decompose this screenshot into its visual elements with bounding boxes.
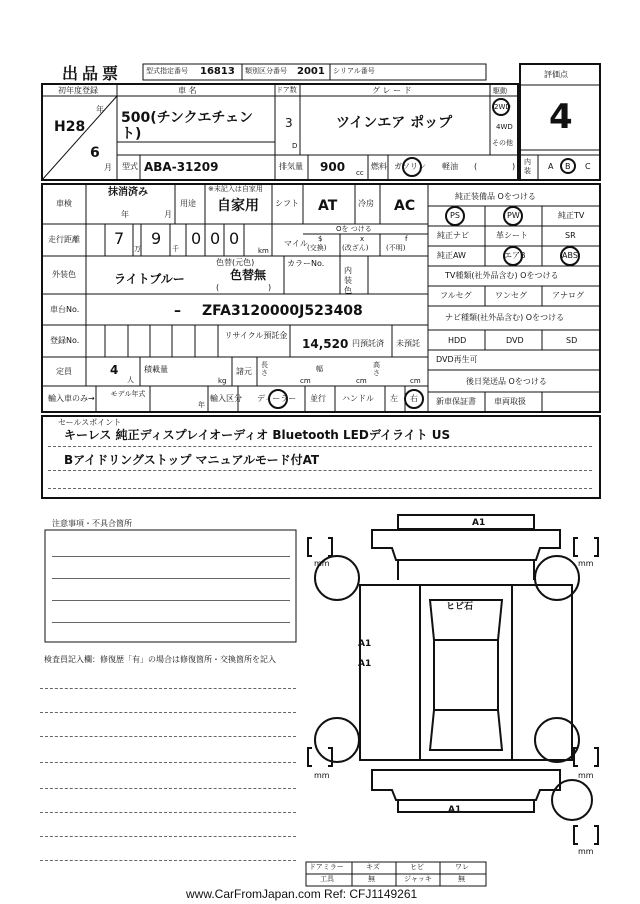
model-type-label: 型式 (122, 162, 138, 171)
navi-hdd[interactable]: HDD (448, 336, 467, 345)
dimensions-label: 諸元 (236, 367, 252, 376)
inspection-value: 抹消済み (108, 187, 148, 198)
capacity-label: 定員 (56, 367, 72, 376)
mileage-circle-note: Oを つける (336, 225, 372, 233)
interior-label: 内装 (524, 158, 531, 175)
color-no-label: カラーNo. (287, 259, 325, 268)
model-year-unit: 年 (198, 401, 205, 409)
load-unit: kg (218, 377, 227, 385)
sales-label: セールスポイント (58, 418, 122, 427)
mileage-digit-1: 7 (114, 229, 125, 248)
mark-rear: A1 (448, 805, 462, 815)
import-category-label: 輸入区分 (210, 394, 242, 403)
model-designation-label: 型式指定番号 (146, 67, 188, 75)
tv-title: TV種類(社外品含む) Oをつける (445, 271, 559, 280)
inspection-month-unit: 月 (164, 210, 172, 219)
navi-sd[interactable]: SD (566, 336, 578, 345)
fuel-option-diesel[interactable]: 軽油 (442, 162, 458, 171)
mark-front: A1 (472, 518, 486, 528)
mm-label-spare: mm (578, 847, 594, 856)
mark-left-1: A1 (358, 639, 372, 649)
fuel-close-paren: ) (512, 162, 516, 171)
handle-left[interactable]: 左 (390, 394, 398, 403)
category-label: 類別区分番号 (245, 67, 287, 75)
equip-sr[interactable]: SR (565, 231, 576, 240)
recycle-value: 14,520 (302, 337, 349, 351)
legend-tools: 工具 (320, 875, 334, 883)
rating-value: 4 (549, 97, 573, 137)
legend-jack-value: 無 (458, 875, 465, 883)
recycle-label: リサイクル預託金 (224, 331, 288, 340)
navi-title: ナビ種類(社外品含む) Oをつける (445, 313, 565, 322)
mileage-digit-4: 0 (210, 229, 221, 248)
import-dealer[interactable]: ディーラー (257, 394, 297, 403)
usage-label: 用途 (180, 199, 196, 208)
dimensions-height-unit: cm (410, 377, 421, 385)
recycle-unit: 円預託済 (352, 339, 384, 348)
shift-label: シフト (275, 199, 299, 208)
mile-label: マイル (284, 239, 308, 248)
rating-label: 評価点 (544, 70, 568, 79)
equip-abs[interactable]: ABS (562, 251, 578, 260)
dimensions-width-unit: cm (356, 377, 367, 385)
equipment-title: 純正装備品 Oをつける (455, 192, 536, 201)
mileage-man: 万 (134, 245, 141, 253)
mileage-opt2: (改ざん) (342, 244, 369, 252)
mileage-opt3-symbol: f (405, 235, 408, 243)
inspection-year-unit: 年 (121, 210, 129, 219)
registration-label: 登録No. (50, 336, 80, 345)
mileage-digit-2: 9 (151, 229, 162, 248)
dimensions-length: 長さ (261, 361, 268, 377)
dimensions-length-unit: cm (300, 377, 311, 385)
mileage-opt3: (不明) (386, 244, 406, 252)
car-diagram (308, 515, 598, 844)
recycle-pending: 未預託 (396, 339, 420, 348)
fuel-option-gasoline[interactable]: ガソリン (394, 162, 426, 171)
grade-value: ツインエア ポップ (336, 115, 453, 131)
dimensions-height: 高さ (373, 361, 380, 377)
drive-option-2wd[interactable]: 2WD (494, 103, 511, 111)
mileage-label: 走行距離 (48, 235, 80, 244)
equip-airbag[interactable]: エアB (504, 251, 526, 260)
chassis-label: 車台No. (50, 305, 80, 314)
usage-value: 自家用 (217, 198, 259, 214)
mileage-opt2-symbol: x (360, 235, 365, 243)
equip-navi[interactable]: 純正ナビ (437, 231, 469, 240)
chassis-value: ZFA3120000J523408 (202, 303, 363, 319)
tv-oneseg[interactable]: ワンセグ (495, 291, 527, 300)
mileage-sen: 千 (172, 245, 179, 253)
mileage-opt1-symbol: $ (318, 235, 323, 243)
mm-label-rr: mm (578, 771, 594, 780)
mileage-unit: km (258, 247, 269, 255)
first-reg-label: 初年度登録 (58, 86, 98, 95)
legend-mirror: ドアミラー (309, 863, 344, 871)
exterior-label: 外装色 (52, 270, 76, 279)
sales-line-2: Bアイドリングストップ マニュアルモード付AT (64, 453, 320, 467)
form-title: 出品票 (62, 64, 123, 83)
import-label: 輸入車のみ→ (48, 394, 95, 403)
interior-option-b[interactable]: B (565, 162, 571, 171)
dvd-playback-label[interactable]: DVD再生可 (436, 355, 478, 364)
dimensions-width: 幅 (316, 365, 323, 373)
drive-option-4wd[interactable]: 4WD (496, 123, 513, 131)
doors-value: 3 (285, 116, 293, 130)
exterior-paren-open: ( (216, 283, 220, 292)
interior-option-a[interactable]: A (548, 162, 554, 171)
load-label: 積載量 (144, 365, 168, 374)
car-name-value: 500(チンクエチェント) (121, 110, 253, 142)
watermark: www.CarFromJapan.com Ref: CFJ1149261 (186, 887, 418, 901)
sales-line-1: キーレス 純正ディスプレイオーディオ Bluetooth LEDデイライト US (64, 428, 451, 442)
model-designation-value: 16813 (200, 66, 235, 77)
first-reg-era: H28 (54, 119, 86, 135)
legend-crack: ヒビ (410, 863, 424, 871)
grade-label: グ レ ー ド (372, 86, 412, 95)
serial-label: シリアル番号 (333, 67, 375, 75)
doors-label: ドア数 (276, 86, 297, 94)
doors-suffix: D (292, 142, 298, 150)
legend-scratch: キズ (366, 863, 380, 871)
handle-right[interactable]: 右 (410, 394, 418, 403)
capacity-value: 4 (110, 363, 119, 377)
equip-aw[interactable]: 純正AW (437, 251, 466, 260)
interior-color-label: 内装色 (344, 266, 352, 295)
displacement-label: 排気量 (279, 162, 303, 171)
fuel-option-other[interactable]: ( (474, 162, 478, 171)
equip-ps[interactable]: PS (450, 211, 460, 220)
usage-note: ※未記入は自家用 (208, 185, 263, 193)
first-reg-month-unit: 月 (104, 163, 112, 172)
cooling-label: 冷房 (358, 199, 374, 208)
equip-tv[interactable]: 純正TV (558, 211, 585, 220)
fuel-label: 燃料 (371, 162, 387, 171)
legend-jack: ジャッキ (404, 875, 432, 883)
cooling-value: AC (394, 198, 416, 214)
after-warranty[interactable]: 新車保証書 (436, 397, 476, 406)
handle-label: ハンドル (342, 394, 374, 403)
legend-break: ワレ (455, 863, 469, 871)
inspection-label: 車検 (56, 199, 72, 208)
import-parallel[interactable]: 並行 (310, 394, 326, 403)
category-value: 2001 (297, 66, 325, 77)
interior-option-c[interactable]: C (585, 162, 591, 171)
inspector-title: 検査員記入欄：修復歴「有」の場合は修復箇所・交換箇所を記入 (44, 655, 276, 664)
drive-option-other[interactable]: その他 (492, 139, 513, 147)
shift-value: AT (318, 198, 338, 214)
chassis-prefix: – (174, 303, 181, 319)
model-year-label: モデル年式 (110, 390, 146, 398)
capacity-unit: 人 (127, 376, 134, 384)
displacement-unit: cc (356, 169, 364, 177)
legend-tools-value: 無 (368, 875, 375, 883)
mileage-digit-5: 0 (229, 229, 240, 248)
after-title: 後日発送品 Oをつける (466, 377, 547, 386)
mm-label-rl: mm (314, 771, 330, 780)
equip-leather[interactable]: 革シート (496, 231, 528, 240)
first-reg-year-unit: 年 (96, 105, 104, 114)
mileage-digit-3: 0 (191, 229, 202, 248)
car-name-label: 車 名 (178, 86, 197, 95)
tv-analog[interactable]: アナログ (552, 291, 584, 300)
first-reg-month: 6 (90, 145, 100, 161)
drive-label: 駆動 (493, 87, 507, 95)
mm-label-fr: mm (578, 559, 594, 568)
roof-note: ヒビ石 (446, 602, 474, 612)
exterior-paren-close: ) (268, 283, 272, 292)
mileage-opt1: (交換) (307, 244, 327, 252)
equip-pw[interactable]: PW (507, 211, 520, 220)
tv-fullseg[interactable]: フルセグ (440, 291, 472, 300)
after-manual[interactable]: 車両取扱 (494, 397, 526, 406)
mm-label-fl: mm (314, 559, 330, 568)
mark-left-2: A1 (358, 659, 372, 669)
model-type-value: ABA-31209 (144, 160, 219, 174)
exterior-orig-label: 色替(元色) (216, 258, 255, 267)
notes-title: 注意事項・不具合箇所 (52, 519, 132, 528)
exterior-orig-value: 色替無 (230, 268, 267, 282)
exterior-value: ライトブルー (114, 272, 185, 286)
displacement-value: 900 (320, 160, 346, 174)
navi-dvd[interactable]: DVD (506, 336, 524, 345)
